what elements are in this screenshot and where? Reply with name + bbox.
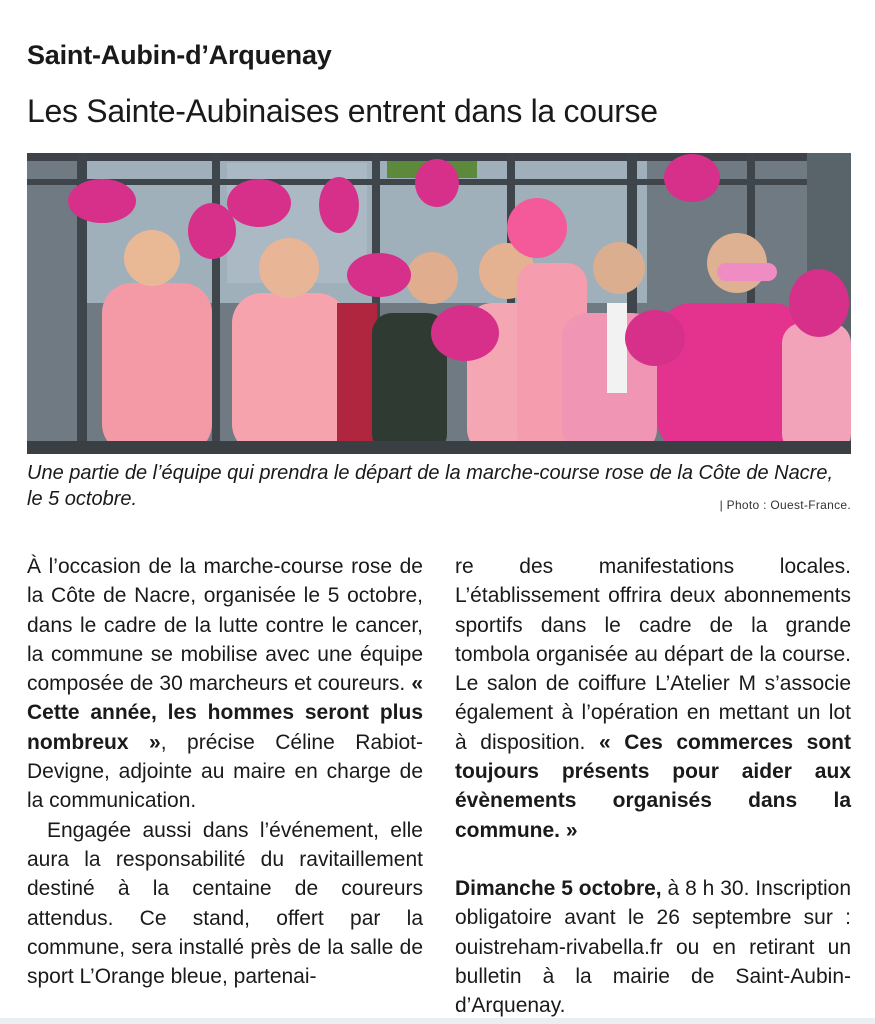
photo-caption: Une partie de l’équipe qui prendra le départ de la marche-course rose de la Côte de Nacre, le 5 octobre. — [27, 462, 834, 510]
article-column-left — [27, 552, 423, 991]
paragraph — [455, 552, 851, 845]
article-photo — [27, 153, 851, 454]
paragraph: Engagée aussi dans l’événement, elle aura la responsabilité du ravitaillement destiné à la centaine de coureurs attendus. Ce stand, offert par la commune, sera installé près de la salle de sport L’Orange bleue, partenai- — [27, 818, 423, 989]
paragraph-text: re des manifestations locales. L’établissement offrira deux abonnements sportifs dans le cadre de la grande tombola organisée au départ de la course. Le salon de coiffure L’Atelier M s’associe également à l’opération en mettant un lot à disposition. — [455, 555, 851, 754]
page-bottom-strip — [0, 1018, 875, 1024]
article-column-right — [455, 552, 851, 1020]
article-headline: Les Sainte-Aubinaises entrent dans la course — [27, 93, 658, 129]
paragraph-text: , précise Céline Rabiot-Devigne, adjointe au maire en charge de la communication. — [27, 730, 423, 813]
paragraph — [27, 552, 423, 816]
event-details: à 8 h 30. Inscription obligatoire avant le 26 septembre sur : ouistreham-rivabella.fr ou en retirant un bulletin à la mairie de Saint-Aubin-d’Arquenay. — [455, 876, 852, 1018]
locality-heading: Saint-Aubin-d’Arquenay — [27, 40, 332, 70]
quote: « Ces commerces sont toujours présents pour aider aux évènements organisés dans la commune. » — [455, 730, 852, 842]
photo-credit: | Photo : Ouest-France. — [719, 498, 851, 512]
paragraph-text: À l’occasion de la marche-course rose de la Côte de Nacre, organisée le 5 octobre, dans le cadre de la lutte contre le cancer, la commune se mobilise avec une équipe composée de 30 marcheurs et coureurs. — [27, 555, 423, 696]
event-date: Dimanche 5 octobre, — [455, 876, 662, 900]
event-info — [455, 874, 851, 1020]
quote: « Cette année, les hommes seront plus nombreux » — [27, 672, 423, 754]
spacer — [455, 845, 851, 874]
